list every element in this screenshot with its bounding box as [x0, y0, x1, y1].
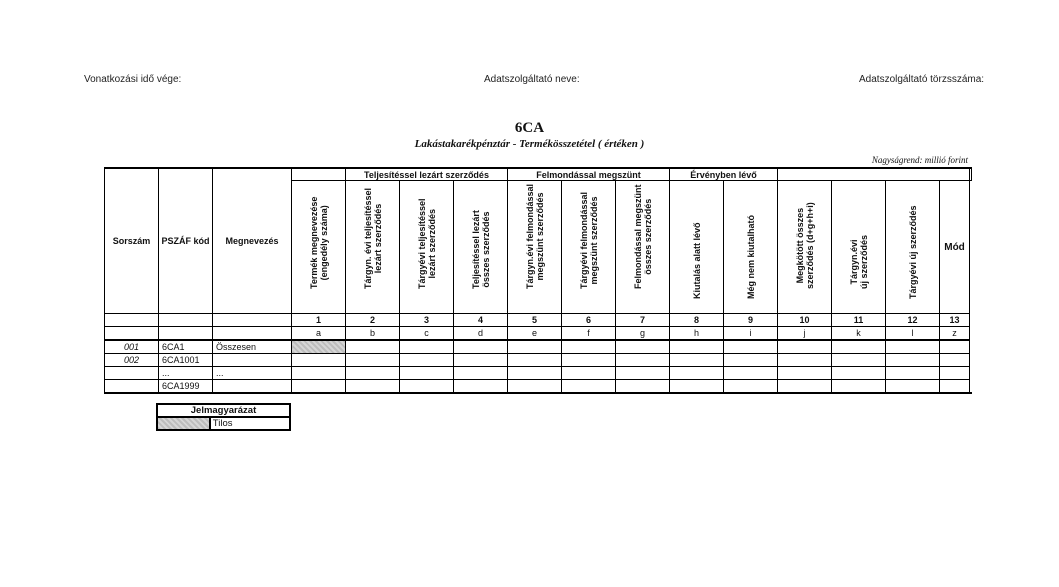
- row-kod: ...: [159, 367, 213, 380]
- data-cell[interactable]: [346, 367, 400, 380]
- product-composition-table: [104, 167, 972, 394]
- col-number: 12: [886, 314, 940, 327]
- row-kod: 6CA1001: [159, 354, 213, 367]
- data-cell[interactable]: [346, 340, 400, 354]
- col-letter: e: [508, 327, 562, 341]
- group-ervenyben: Érvényben lévő: [670, 168, 778, 181]
- row-sorszam: 002: [105, 354, 159, 367]
- col-header-10: [778, 181, 832, 314]
- row-megnevezes: Összesen: [213, 340, 292, 354]
- group-empty-2: [778, 168, 970, 181]
- col-label: Tárgyévi új szerződés: [907, 205, 918, 299]
- table-row: [105, 380, 972, 394]
- col-label: Tárgyévi felmondással megszünt szerződés: [578, 191, 599, 289]
- data-cell[interactable]: [292, 354, 346, 367]
- row-megnevezes: ...: [213, 367, 292, 380]
- col-number: 7: [616, 314, 670, 327]
- letter-cell: [213, 327, 292, 341]
- data-cell[interactable]: [454, 354, 508, 367]
- data-cell[interactable]: [346, 354, 400, 367]
- provider-id-label: Adatszolgáltató törzsszáma:: [859, 74, 985, 85]
- header-pszaf-kod: PSZÁF kód: [159, 168, 213, 314]
- col-label: Megkötött összes szerződés (d+g+h+i): [794, 202, 815, 289]
- data-cell[interactable]: [778, 354, 832, 367]
- row-sorszam: [105, 367, 159, 380]
- data-cell[interactable]: [400, 340, 454, 354]
- table-row: [105, 367, 972, 380]
- data-cell[interactable]: [454, 380, 508, 394]
- data-cell[interactable]: [724, 340, 778, 354]
- data-cell[interactable]: [454, 340, 508, 354]
- col-number: 10: [778, 314, 832, 327]
- col-number: 9: [724, 314, 778, 327]
- row-kod: 6CA1999: [159, 380, 213, 394]
- data-cell[interactable]: [670, 340, 724, 354]
- data-cell[interactable]: [670, 367, 724, 380]
- col-number: 13: [940, 314, 970, 327]
- col-header-9: [724, 181, 778, 314]
- form-code-title: 6CA: [514, 120, 545, 136]
- data-cell[interactable]: [670, 354, 724, 367]
- num-cell: [159, 314, 213, 327]
- col-header-5: [508, 181, 562, 314]
- col-header-7: [616, 181, 670, 314]
- col-number: 5: [508, 314, 562, 327]
- num-cell: [213, 314, 292, 327]
- col-label: Tárgyn.évi új szerződés: [848, 234, 869, 289]
- data-cell[interactable]: [670, 380, 724, 394]
- col-number: 1: [292, 314, 346, 327]
- col-header-2: [346, 181, 400, 314]
- data-cell[interactable]: [778, 380, 832, 394]
- row-megnevezes: [213, 354, 292, 367]
- data-cell[interactable]: [832, 354, 886, 367]
- data-cell[interactable]: [886, 354, 940, 367]
- data-cell[interactable]: [886, 340, 940, 354]
- col-header-6: [562, 181, 616, 314]
- group-empty-1: [292, 168, 346, 181]
- letter-cell: [159, 327, 213, 341]
- data-cell[interactable]: [778, 340, 832, 354]
- data-cell[interactable]: [346, 380, 400, 394]
- col-letter: i: [724, 327, 778, 341]
- col-number: 8: [670, 314, 724, 327]
- letter-cell: [105, 327, 159, 341]
- data-cell[interactable]: [562, 380, 616, 394]
- forbidden-cell: [292, 340, 346, 354]
- data-cell[interactable]: [724, 380, 778, 394]
- col-letter: b: [346, 327, 400, 341]
- data-cell[interactable]: [940, 380, 970, 394]
- col-number: 11: [832, 314, 886, 327]
- data-cell[interactable]: [724, 354, 778, 367]
- data-cell[interactable]: [454, 367, 508, 380]
- col-letter: k: [832, 327, 886, 341]
- data-cell[interactable]: [886, 367, 940, 380]
- data-cell[interactable]: [562, 367, 616, 380]
- data-cell[interactable]: [616, 380, 670, 394]
- col-number: 6: [562, 314, 616, 327]
- col-number: 4: [454, 314, 508, 327]
- col-letter: g: [616, 327, 670, 341]
- data-cell[interactable]: [508, 380, 562, 394]
- col-header-1: [292, 181, 346, 314]
- col-letter: a: [292, 327, 346, 341]
- data-cell[interactable]: [562, 354, 616, 367]
- col-label: Teljesítéssel lezárt összes szerződés: [470, 210, 491, 289]
- data-cell[interactable]: [508, 367, 562, 380]
- unit-note: Nagyságrend: millió forint: [871, 155, 968, 165]
- col-header-12: [886, 181, 940, 314]
- data-cell[interactable]: [292, 380, 346, 394]
- col-label: Tárgyn. évi teljesítéssel lezárt szerződés: [362, 187, 383, 289]
- data-cell[interactable]: [508, 340, 562, 354]
- data-cell[interactable]: [886, 380, 940, 394]
- col-number: 3: [400, 314, 454, 327]
- provider-name-label: Adatszolgáltató neve:: [484, 74, 580, 85]
- data-cell[interactable]: [778, 367, 832, 380]
- col-label: Termék megnevezése (engedély száma): [308, 196, 329, 289]
- data-cell[interactable]: [940, 354, 970, 367]
- col-number: 2: [346, 314, 400, 327]
- data-cell[interactable]: [616, 340, 670, 354]
- reference-period-label: Vonatkozási idő vége:: [84, 74, 182, 85]
- data-cell[interactable]: [508, 354, 562, 367]
- data-cell[interactable]: [400, 354, 454, 367]
- data-cell[interactable]: [562, 340, 616, 354]
- data-cell[interactable]: [616, 367, 670, 380]
- data-cell[interactable]: [292, 367, 346, 380]
- col-letter: l: [886, 327, 940, 341]
- col-letter: j: [778, 327, 832, 341]
- data-cell[interactable]: [940, 367, 970, 380]
- legend-table: [156, 403, 291, 431]
- col-label: Még nem kiutalható: [745, 214, 756, 299]
- col-header-4: [454, 181, 508, 314]
- header-sorszam: Sorszám: [105, 168, 159, 314]
- form-subtitle: Lakástakarékpénztár - Termékösszetétel ( értéken ): [414, 138, 645, 150]
- col-label: Kiutalás alatt lévő: [691, 222, 702, 299]
- col-letter: h: [670, 327, 724, 341]
- data-cell[interactable]: [400, 380, 454, 394]
- col-header-8: [670, 181, 724, 314]
- col-label: Tárgyn.évi felmondással megszünt szerződés: [524, 183, 545, 289]
- col-header-3: [400, 181, 454, 314]
- legend-title: Jelmagyarázat: [157, 404, 290, 417]
- col-letter: c: [400, 327, 454, 341]
- col-header-11: [832, 181, 886, 314]
- data-cell[interactable]: [940, 340, 970, 354]
- col-letter: d: [454, 327, 508, 341]
- row-kod: 6CA1: [159, 340, 213, 354]
- col-letter: z: [940, 327, 970, 341]
- col-letter: f: [562, 327, 616, 341]
- legend-forbidden-swatch: [157, 417, 210, 430]
- num-cell: [105, 314, 159, 327]
- row-megnevezes: [213, 380, 292, 394]
- data-cell[interactable]: [832, 367, 886, 380]
- header-megnevezes: Megnevezés: [213, 168, 292, 314]
- data-cell[interactable]: [724, 367, 778, 380]
- legend-forbidden-label: Tilos: [210, 417, 290, 430]
- group-empty-3: [970, 168, 972, 181]
- row-sorszam: [105, 380, 159, 394]
- data-cell[interactable]: [400, 367, 454, 380]
- data-cell[interactable]: [832, 380, 886, 394]
- table-row: [105, 340, 972, 354]
- data-cell[interactable]: [832, 340, 886, 354]
- col-label: Tárgyévi teljesítéssel lezárt szerződés: [416, 198, 437, 289]
- group-teljesitessel: Teljesítéssel lezárt szerződés: [346, 168, 508, 181]
- col-label: Felmondással megszünt összes szerződés: [632, 184, 653, 289]
- group-felmondassal: Felmondással megszünt: [508, 168, 670, 181]
- data-cell[interactable]: [616, 354, 670, 367]
- row-sorszam: 001: [105, 340, 159, 354]
- col-header-mod: Mód: [940, 181, 970, 314]
- table-row: [105, 354, 972, 367]
